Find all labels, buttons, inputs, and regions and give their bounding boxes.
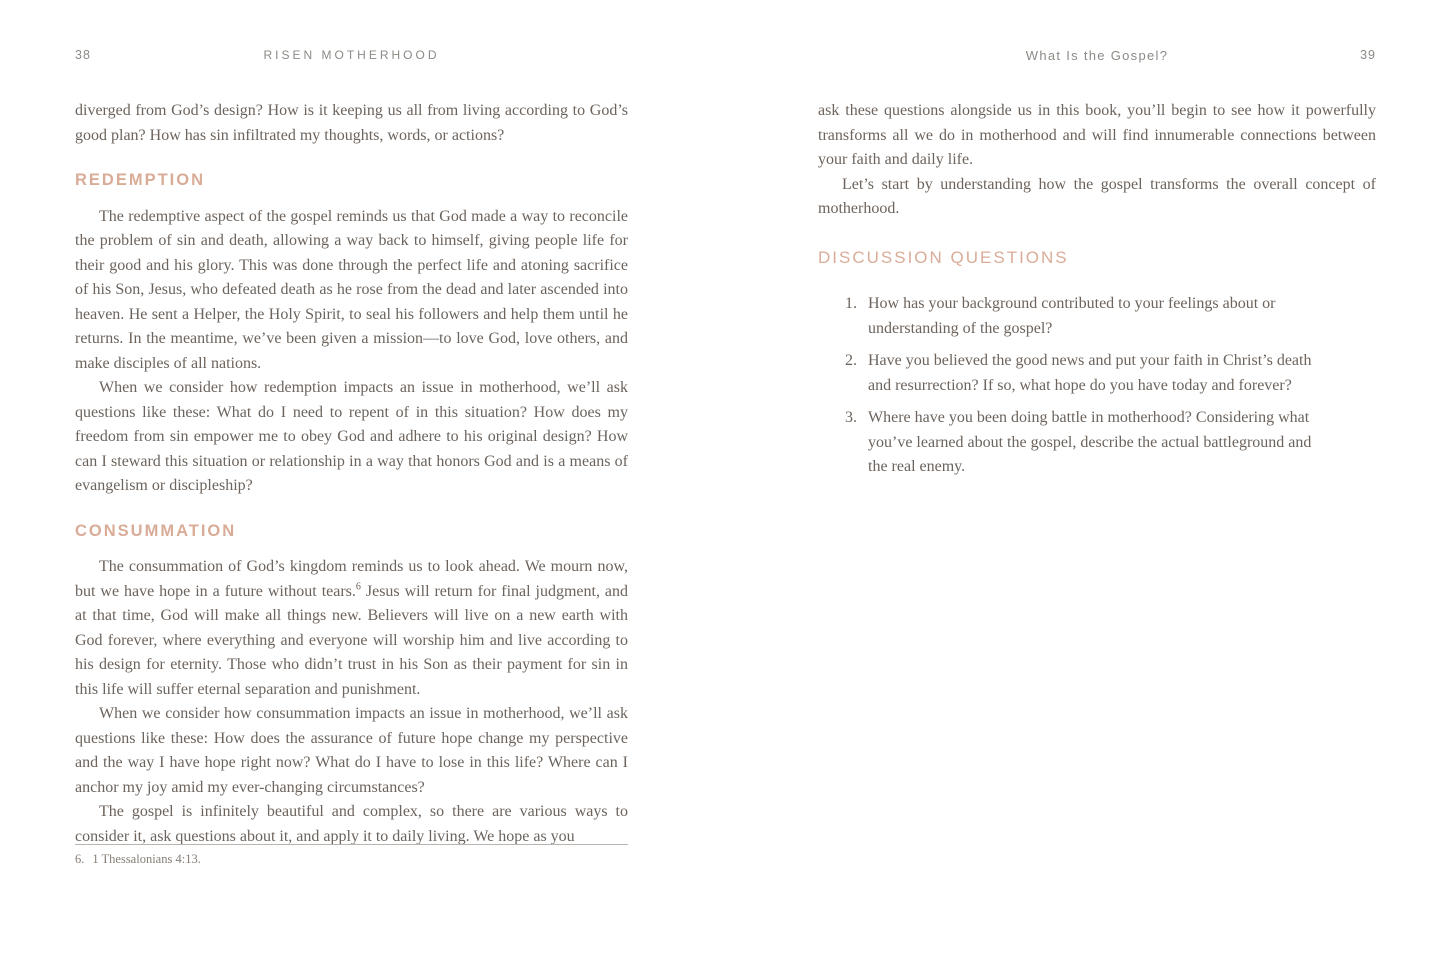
intro-paragraph: diverged from God’s design? How is it keeping us all from living according to God’s good plan? How has sin infiltrated my thoughts, words, or actions? [75,102,628,144]
page-header-left [75,48,628,66]
question-number: 2. [845,352,857,369]
body-text-left [75,99,628,849]
consummation-text-before-footnote: The consummation of God’s kingdom reminds us to look ahead. We mourn now, but we have hope in a future without tears. [75,558,628,600]
discussion-questions-list [818,292,1376,480]
question-text: How has your background contributed to your feelings about or understanding of the gospel? [868,295,1276,337]
question-item [818,349,1376,398]
running-head-right: What Is the Gospel? [1025,48,1169,63]
footnote-text: 1 Thessalonians 4:13. [92,852,201,866]
page-left [75,48,628,928]
question-text: Have you believed the good news and put your faith in Christ’s death and resurrection? If so, what hope do you have today and forever? [868,352,1312,394]
footnote [75,852,628,867]
footnote-number: 6. [75,852,85,866]
consummation-paragraph-2: When we consider how consummation impacts an issue in motherhood, we’ll ask questions like these: How does the assurance of future hope change my perspective and the way I have hope right now? What do I have to lose in this life? Where can I anchor my joy amid my ever-changing circumstances? [75,705,628,796]
question-item [818,292,1376,341]
question-text: Where have you been doing battle in motherhood? Considering what you’ve learned about the gospel, describe the actual battleground and the real enemy. [868,409,1312,475]
page-number-right: 39 [1360,48,1376,62]
consummation-text-after-footnote: Jesus will return for final judgment, and at that time, God will make all things new. Believers will live on a new earth with God forever, where everything and everyone will worship him and live according to his design for eternity. Those who didn’t trust in his Son as their payment for sin in this life will suffer eternal separation and punishment. [75,582,629,698]
question-number: 1. [845,295,857,312]
page-number-left: 38 [75,48,91,62]
redemption-paragraph-1: The redemptive aspect of the gospel reminds us that God made a way to reconcile the problem of sin and death, allowing a way back to himself, giving people life for their good and his glory. This was done through the perfect life and atoning sacrifice of his Son, Jesus, who defeated death as he rose from the dead and later ascended into heaven. He sent a Helper, the Holy Spirit, to seal his followers and help them until he returns. In the meantime, we’ve been given a mission—to love God, love others, and make disciples of all nations. [75,207,628,372]
consummation-paragraph-3: The gospel is infinitely beautiful and complex, so there are various ways to consider it, ask questions about it, and apply it to daily living. We hope as you [75,803,628,845]
question-number: 3. [845,409,857,426]
page-right [818,48,1376,928]
footnote-reference: 6 [355,581,361,593]
redemption-paragraph-2: When we consider how redemption impacts an issue in motherhood, we’ll ask questions like these: What do I need to repent of in this situation? How does my freedom from sin empower me to obey God and adhere to his original design? How can I steward this situation or relationship in a way that honors God and is a means of evangelism or discipleship? [75,379,628,494]
section-heading-consummation: CONSUMMATION [75,521,237,540]
footnote-rule [75,844,628,845]
consummation-paragraph-1 [75,555,628,702]
footnote-block [75,844,628,867]
section-heading-discussion-questions: DISCUSSION QUESTIONS [818,247,1069,267]
lets-start-paragraph: Let’s start by understanding how the gospel transforms the overall concept of motherhood. [818,175,1376,217]
section-heading-redemption: REDEMPTION [75,171,206,189]
running-head-left: RISEN MOTHERHOOD [263,48,440,62]
question-item [818,406,1376,480]
body-text-right [818,99,1376,480]
page-header-right [818,48,1376,66]
continuation-paragraph: ask these questions alongside us in this book, you’ll begin to see how it powerfully transforms all we do in motherhood and will find innumerable connections between your faith and daily life. [818,102,1376,168]
